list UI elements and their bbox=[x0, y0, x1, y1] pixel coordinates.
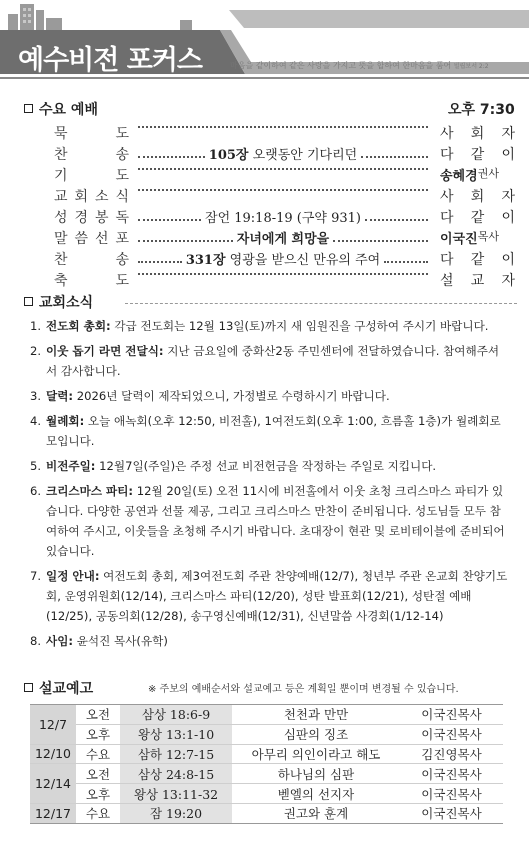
order-label-char: 경 bbox=[74, 210, 89, 226]
schedule-scripture: 삼상 24:8-15 bbox=[120, 764, 232, 784]
news-item bbox=[30, 481, 510, 561]
schedule-title: 아무리 의인이라고 해도 bbox=[232, 744, 400, 764]
order-label-char: 찬 bbox=[54, 147, 68, 163]
order-label-char: 도 bbox=[115, 168, 129, 184]
schedule-scripture: 삼상 18:6-9 bbox=[120, 705, 232, 725]
news-title: 비전주일: bbox=[46, 459, 96, 473]
news-text: 월례회: 오늘 애녹회(오후 12:50, 비전홀), 1여전도회(오후 1:00, 흐름홀 1층)가 월례회로 모입니다. bbox=[46, 414, 501, 448]
schedule-title: 하나님의 심판 bbox=[232, 764, 400, 784]
news-text: 비전주일: 12월7일(주일)은 주정 선교 비전헌금을 작정하는 주일로 지킵니다. bbox=[46, 459, 437, 473]
dot-leader bbox=[138, 156, 205, 158]
order-leader-char: 자 bbox=[501, 189, 515, 205]
news-title: 전도회 총회: bbox=[46, 319, 111, 333]
checkbox-square-icon bbox=[24, 683, 33, 692]
order-label-char: 식 bbox=[115, 189, 129, 205]
schedule-row bbox=[30, 764, 503, 784]
schedule-time: 오전 bbox=[76, 764, 120, 784]
order-row bbox=[54, 228, 514, 250]
order-leader-char: 같 bbox=[470, 210, 485, 226]
news-title: 이웃 돕기 라면 전달식: bbox=[46, 344, 164, 358]
dot-leader bbox=[138, 261, 182, 263]
order-leader-char: 설 bbox=[440, 273, 454, 289]
worship-heading: 수요 예배 bbox=[24, 99, 98, 119]
checkbox-square-icon bbox=[24, 297, 33, 306]
order-content bbox=[134, 270, 432, 272]
order-content-text: 331장 영광을 받으신 만유의 주여 bbox=[185, 253, 381, 268]
preview-heading: 설교예고 bbox=[24, 678, 93, 698]
schedule-scripture: 왕상 13:11-32 bbox=[120, 784, 232, 804]
order-label bbox=[54, 270, 129, 290]
news-text: 달력: 2026년 달력이 제작되었으니, 가정별로 수령하시기 바랍니다. bbox=[46, 389, 390, 403]
news-number: 4. bbox=[30, 414, 42, 428]
order-leader-char: 회 bbox=[470, 189, 485, 205]
order-row bbox=[54, 123, 514, 145]
schedule-title: 권고와 훈계 bbox=[232, 803, 400, 823]
order-leader-char: 다 bbox=[440, 252, 454, 268]
dot-leader bbox=[361, 156, 428, 158]
schedule-time: 오후 bbox=[76, 784, 120, 804]
schedule-time: 수요 bbox=[76, 744, 120, 764]
order-leader bbox=[440, 186, 515, 206]
schedule-time: 오전 bbox=[76, 705, 120, 725]
order-row bbox=[54, 144, 514, 166]
schedule-preacher: 이국진목사 bbox=[400, 784, 503, 804]
preview-note: ※ 주보의 예배순서와 설교예고 등은 계획일 뿐이며 변경될 수 있습니다. bbox=[148, 684, 459, 695]
schedule-scripture: 잠 19:20 bbox=[120, 803, 232, 823]
order-leader-char: 같 bbox=[470, 147, 485, 163]
order-row bbox=[54, 249, 514, 271]
order-label-char: 독 bbox=[115, 210, 129, 226]
news-title: 크리스마스 파티: bbox=[46, 484, 134, 498]
news-text: 크리스마스 파티: 12월 20일(토) 오전 11시에 비전홀에서 이웃 초청 크리스마스 파티가 있습니다. 다양한 공연과 선물 제공, 그리고 크리스마스 만찬이 준비됩니다. 성도님들 모두 참여하여 주시고, 이웃들을 초청해 주시기 바랍니다. 초대장이 현관 및 로비테이블에 준비되어 있습니다. bbox=[46, 484, 505, 558]
news-title: 일정 안내: bbox=[46, 569, 100, 583]
order-label-char: 회 bbox=[74, 189, 89, 205]
order-leader-char: 자 bbox=[501, 273, 515, 289]
newsletter-title: 예수비전 포커스 bbox=[18, 45, 202, 76]
order-label bbox=[54, 228, 129, 248]
order-label-char: 찬 bbox=[54, 252, 68, 268]
order-content-text: 자녀에게 희망을 bbox=[236, 232, 330, 247]
order-label-char: 축 bbox=[54, 273, 68, 289]
news-number: 6. bbox=[30, 484, 42, 498]
order-leader bbox=[440, 123, 515, 143]
news-item bbox=[30, 631, 510, 651]
schedule-date: 12/10 bbox=[30, 744, 76, 764]
schedule-title: 심판의 징조 bbox=[232, 724, 400, 744]
dot-leader bbox=[333, 240, 428, 242]
order-leader bbox=[440, 249, 515, 269]
schedule-row bbox=[30, 784, 503, 804]
schedule-title: 천천과 만만 bbox=[232, 705, 400, 725]
order-label-char: 송 bbox=[115, 147, 129, 163]
dot-leader bbox=[365, 219, 428, 221]
schedule-row bbox=[30, 744, 503, 764]
schedule-preacher: 이국진목사 bbox=[400, 705, 503, 725]
dot-leader bbox=[138, 273, 428, 275]
order-label-char: 도 bbox=[115, 273, 129, 289]
schedule-row bbox=[30, 724, 503, 744]
dot-leader bbox=[138, 189, 428, 191]
order-content bbox=[134, 186, 432, 188]
dot-leader bbox=[384, 261, 428, 263]
order-label bbox=[54, 165, 129, 185]
news-item bbox=[30, 566, 510, 626]
order-label bbox=[54, 249, 129, 269]
order-content bbox=[134, 165, 432, 167]
schedule-date: 12/17 bbox=[30, 803, 76, 823]
dot-leader bbox=[138, 126, 428, 128]
order-leader-char: 다 bbox=[440, 147, 454, 163]
order-label-char: 성 bbox=[54, 210, 68, 226]
news-item bbox=[30, 316, 510, 336]
news-number: 5. bbox=[30, 459, 42, 473]
divider bbox=[125, 303, 517, 304]
order-content-text: 잠언 19:18-19 (구약 931) bbox=[205, 211, 361, 226]
news-number: 8. bbox=[30, 634, 42, 648]
leader-title: 권사 bbox=[477, 167, 499, 180]
order-row bbox=[54, 270, 514, 292]
news-item bbox=[30, 341, 510, 381]
order-content bbox=[134, 228, 432, 247]
order-leader-char: 사 bbox=[440, 126, 454, 142]
news-heading: 교회소식 bbox=[24, 292, 93, 312]
order-label-char: 기 bbox=[54, 168, 68, 184]
news-number: 3. bbox=[30, 389, 42, 403]
order-leader bbox=[440, 207, 515, 227]
order-label-char: 씀 bbox=[74, 231, 89, 247]
news-title: 달력: bbox=[46, 389, 74, 403]
schedule-time: 수요 bbox=[76, 803, 120, 823]
schedule-title: 벧엘의 선지자 bbox=[232, 784, 400, 804]
order-label-char: 묵 bbox=[54, 126, 68, 142]
order-content bbox=[134, 123, 432, 125]
order-leader-char: 회 bbox=[470, 126, 485, 142]
order-label bbox=[54, 144, 129, 164]
schedule-scripture: 삼하 12:7-15 bbox=[120, 744, 232, 764]
sermon-schedule-table bbox=[30, 704, 503, 824]
order-label-char: 말 bbox=[54, 231, 68, 247]
schedule-row bbox=[30, 803, 503, 823]
order-label bbox=[54, 186, 129, 206]
dot-leader bbox=[138, 240, 233, 242]
order-leader bbox=[440, 144, 515, 164]
order-leader bbox=[440, 228, 515, 247]
order-leader-char: 사 bbox=[440, 189, 454, 205]
order-leader-char: 다 bbox=[440, 210, 454, 226]
order-leader bbox=[440, 270, 515, 290]
order-leader-char: 이 bbox=[501, 252, 515, 268]
leader-name: 이국진 bbox=[440, 232, 478, 247]
order-leader bbox=[440, 165, 515, 184]
order-label bbox=[54, 123, 129, 143]
banner-tagline: 마음을 같이하여 같은 사랑을 가지고 뜻을 합하여 한마음을 품어 빌립보서 2:2 bbox=[230, 61, 489, 70]
order-leader-char: 이 bbox=[501, 210, 515, 226]
order-label-char: 교 bbox=[54, 189, 68, 205]
news-text: 일정 안내: 여전도회 총회, 제3여전도회 주관 찬양예배(12/7), 청년부 주관 온교회 찬양기도회, 운영위원회(12/14), 크리스마스 파티(12/20), 성탄 발표회(12/21), 성탄절 예배(12/25), 공동의회(12/28), 송구영신예배(12/31), 신년말씀 사경회(1/12-14) bbox=[46, 569, 508, 623]
order-label-char: 봉 bbox=[94, 210, 109, 226]
news-text: 전도회 총회: 각급 전도회는 12월 13일(토)까지 새 임원진을 구성하여 주시기 바랍니다. bbox=[46, 319, 489, 333]
order-leader-char: 교 bbox=[470, 273, 485, 289]
news-number: 7. bbox=[30, 569, 42, 583]
order-content bbox=[134, 144, 432, 163]
service-time: 오후 7:30 bbox=[448, 102, 515, 118]
schedule-date: 12/14 bbox=[30, 764, 76, 804]
news-item bbox=[30, 456, 510, 476]
news-text: 이웃 돕기 라면 전달식: 지난 금요일에 중화산2동 주민센터에 전달하였습니다. 참여해주셔서 감사합니다. bbox=[46, 344, 500, 378]
leader-name: 송혜경 bbox=[440, 169, 478, 184]
news-title: 월례회: bbox=[46, 414, 85, 428]
order-leader-char: 자 bbox=[501, 126, 515, 142]
news-title: 사임: bbox=[46, 634, 74, 648]
order-content bbox=[134, 207, 432, 226]
news-list bbox=[30, 316, 510, 656]
order-label-char: 소 bbox=[94, 189, 109, 205]
order-content bbox=[134, 249, 432, 268]
order-row bbox=[54, 207, 514, 229]
news-text: 사임: 윤석진 목사(유학) bbox=[46, 634, 168, 648]
order-label-char: 포 bbox=[115, 231, 129, 247]
order-row bbox=[54, 186, 514, 208]
order-content-text: 105장 오랫동안 기다리던 bbox=[208, 148, 358, 163]
dot-leader bbox=[138, 168, 428, 170]
leader-title: 목사 bbox=[477, 230, 499, 243]
dot-leader bbox=[138, 219, 201, 221]
news-number: 2. bbox=[30, 344, 42, 358]
schedule-preacher: 이국진목사 bbox=[400, 764, 503, 784]
news-item bbox=[30, 386, 510, 406]
news-number: 1. bbox=[30, 319, 42, 333]
order-label-char: 도 bbox=[115, 126, 129, 142]
news-item bbox=[30, 411, 510, 451]
order-row bbox=[54, 165, 514, 187]
schedule-preacher: 이국진목사 bbox=[400, 724, 503, 744]
order-label-char: 선 bbox=[94, 231, 109, 247]
order-label bbox=[54, 207, 129, 227]
schedule-date: 12/7 bbox=[30, 705, 76, 745]
schedule-time: 오후 bbox=[76, 724, 120, 744]
order-label-char: 송 bbox=[115, 252, 129, 268]
schedule-row bbox=[30, 705, 503, 725]
checkbox-square-icon bbox=[24, 104, 33, 113]
schedule-scripture: 왕상 13:1-10 bbox=[120, 724, 232, 744]
schedule-preacher: 김진영목사 bbox=[400, 744, 503, 764]
schedule-preacher: 이국진목사 bbox=[400, 803, 503, 823]
order-leader-char: 같 bbox=[470, 252, 485, 268]
order-leader-char: 이 bbox=[501, 147, 515, 163]
